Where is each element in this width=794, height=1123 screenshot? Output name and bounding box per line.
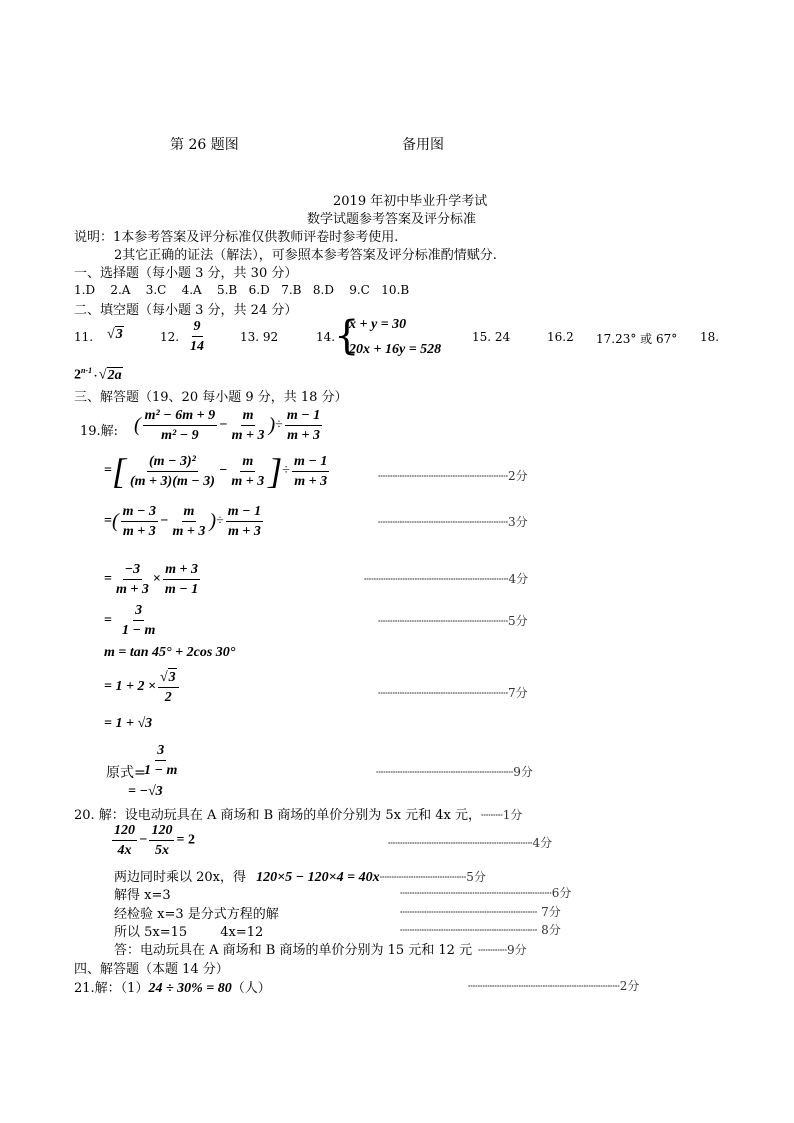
q19-l4-den2: m − 1	[164, 582, 199, 597]
q19-line-5: = $\frac{3}{1 - m}$	[104, 603, 156, 638]
q20-score-5: ┄┄┄┄┄┄┄┄┄┄┄┄5分	[379, 870, 486, 884]
q19-score-3: ┄┄┄┄┄┄┄┄┄┄┄┄┄┄┄┄┄┄3分	[378, 515, 528, 529]
q20-line-6: 所以 5x=15 4x=12	[114, 925, 264, 940]
q20-score-7-text: 7分	[541, 905, 561, 919]
q19-score-5: ┄┄┄┄┄┄┄┄┄┄┄┄┄┄┄┄┄┄5分	[378, 614, 528, 628]
q19-l5-num: 3	[133, 602, 144, 621]
q19-score-9-text: 9分	[513, 765, 533, 779]
q20-eq-num2: 120	[149, 822, 174, 841]
q21-label: 21.解：（1）	[74, 981, 149, 996]
q19-l2-den1: (m + 3)(m − 3)	[130, 473, 215, 489]
q20-score-6: ┄┄┄┄┄┄┄┄┄┄┄┄┄┄┄┄┄┄┄┄┄6分	[400, 886, 572, 900]
q20-score-5-text: 5分	[466, 870, 486, 884]
q20-line-7-text: 答：电动玩具在 A 商场和 B 商场的单价分别为 15 元和 12 元	[114, 943, 473, 958]
section-2-heading: 二、填空题（每小题 3 分，共 24 分）	[74, 303, 298, 318]
q17-answer: 17.23° 或 67°	[596, 332, 678, 346]
q21-score-2-text: 2分	[619, 979, 640, 993]
q20-score-6-text: 6分	[551, 886, 572, 900]
section-4-heading: 四、解答题（本题 14 分）	[74, 962, 229, 977]
q19-l1-den3: m + 3	[287, 428, 320, 443]
q19-l3-den1: m + 3	[122, 524, 156, 539]
q19-l1-num3: m − 1	[285, 407, 322, 426]
q19-score-5-text: 5分	[508, 614, 528, 628]
q19-l1-den1: m² − 9	[161, 428, 199, 443]
q19-l2-den3: m + 3	[294, 473, 328, 489]
q19-score-9: ┄┄┄┄┄┄┄┄┄┄┄┄┄┄┄┄┄┄┄9分	[376, 765, 533, 779]
q19-l7-num: √3	[158, 668, 179, 688]
q21-expression: 24 ÷ 30% = 80	[148, 981, 232, 996]
q19-l7-den: 2	[164, 690, 172, 705]
q19-score-7-text: 7分	[508, 686, 528, 700]
q19-line-1: ( $\frac{\text{m² − 6m + 9}}{\text{m² − 9}}$ − $\frac{m}{m + 3}$ )÷ $\frac{m - 1}{m + 3}$	[134, 408, 321, 443]
q19-l4-den1: m + 3	[115, 582, 149, 597]
q20-score-1: ┄┄┄1分	[481, 808, 523, 822]
q20-score-9: ┄┄┄┄9分	[478, 943, 527, 957]
q19-l3-num1: m − 3	[121, 503, 158, 522]
q12-label: 12.	[160, 330, 180, 344]
q18-answer: $2^{n-1} \cdot √2a$	[74, 366, 122, 383]
q20-score-4: ┄┄┄┄┄┄┄┄┄┄┄┄┄┄┄┄┄┄┄┄4分	[388, 836, 553, 850]
q18-radicand: 2a	[107, 367, 122, 383]
q18-base: 2	[74, 367, 81, 383]
q19-line-4: = $\frac{-3}{m + 3}$ × $\frac{m + 3}{m - 1}$	[104, 562, 199, 597]
figure-26-caption: 第 26 题图	[170, 137, 239, 153]
section-3-heading: 三、解答题（19、20 每小题 9 分，共 18 分）	[74, 390, 348, 405]
q19-l2-num1: (m − 3)²	[147, 453, 198, 472]
q19-l1-num1: m² − 6m + 9	[143, 407, 217, 426]
q20-eq-rhs: = 2	[176, 832, 195, 848]
q19-score-2: ┄┄┄┄┄┄┄┄┄┄┄┄┄┄┄┄┄┄2分	[378, 469, 528, 483]
note-1: 说明：1本参考答案及评分标准仅供教师评卷时参考使用.	[74, 230, 399, 245]
q13-answer: 13. 92	[240, 330, 279, 344]
q20-line-3	[114, 866, 486, 886]
q19-l9-num: 3	[155, 742, 166, 761]
q19-score-3-text: 3分	[508, 515, 528, 529]
q19-line-6: m = tan 45° + 2cos 30°	[104, 645, 236, 660]
q14-label: 14.	[316, 330, 336, 344]
q12-denominator: 14	[190, 339, 204, 354]
note-2: 2其它正确的证法（解法），可参照本参考答案及评分标准酌情赋分.	[114, 248, 497, 263]
q20-line-7	[114, 939, 527, 958]
q11-radicand: 3	[115, 327, 123, 342]
q19-l7-prefix: = 1 + 2 ×	[104, 679, 156, 694]
q19-l1-num2: m	[241, 407, 256, 426]
q19-l1-den2: m + 3	[231, 428, 265, 443]
q12-numerator: 9	[192, 318, 203, 337]
q19-l7-radicand: 3	[168, 670, 176, 685]
q19-line-3: =( $\frac{m - 3}{m + 3}$ − $\frac{m}{m + 3}$ )÷ $\frac{m - 1}{m + 3}$	[104, 504, 262, 539]
q18-dot: ·	[94, 369, 97, 382]
q20-score-4-text: 4分	[532, 836, 553, 850]
q14-brace: {	[334, 313, 360, 359]
q20-eq-den2: 5x	[154, 843, 169, 858]
q21-line-1	[74, 977, 271, 997]
q18-exponent: n-1	[81, 366, 93, 375]
q18-label: 18.	[700, 330, 720, 344]
q19-line-9	[140, 742, 181, 779]
q19-l5-den: 1 − m	[121, 623, 156, 638]
q20-equation: $\frac{120}{4x}$ − $\frac{120}{5x}$ = 2	[114, 823, 195, 858]
q19-l9-label: 原式=	[106, 765, 146, 781]
q20-line-3-text: 两边同时乘以 20x，得	[114, 870, 247, 885]
q21-score-2: ┄┄┄┄┄┄┄┄┄┄┄┄┄┄┄┄┄┄┄┄┄2分	[468, 979, 640, 993]
q12-answer	[186, 318, 208, 355]
q20-line-5: 经检验 x=3 是分式方程的解	[114, 907, 279, 922]
q19-l9-den: 1 − m	[144, 763, 178, 778]
q14-equation-2: 20x + 16y = 528	[349, 342, 442, 357]
q19-l3-den3: m + 3	[228, 524, 261, 539]
q20-line-3-equation: 120×5 − 120×4 = 40x	[256, 870, 380, 885]
exam-title: 2019 年初中毕业升学考试	[333, 194, 488, 209]
q19-label: 19.解:	[80, 424, 119, 439]
q11-answer: √3	[107, 327, 123, 342]
q19-l2-num3: m − 1	[292, 453, 329, 472]
q20-line-1	[74, 804, 522, 823]
q19-line-8: = 1 + √3	[104, 716, 153, 731]
q11-label: 11.	[74, 330, 94, 344]
q20-score-8-text: 8分	[541, 923, 561, 937]
q19-l3-den2: m + 3	[172, 524, 206, 539]
q20-score-8: ┄┄┄┄┄┄┄┄┄┄┄┄┄┄┄┄┄┄┄ 8分	[400, 923, 561, 937]
q16-answer: 16.2	[547, 330, 574, 344]
q19-line-2: =[ $\frac{\text{(m − 3)²}}{(m + 3)(m - 3)}$ − $\frac{m}{m + 3}$ ]÷ $\frac{m - 1}{m + 3}$	[104, 451, 328, 491]
q14-equation-1: x + y = 30	[349, 317, 407, 332]
backup-figure-caption: 备用图	[402, 137, 444, 153]
q19-score-2-text: 2分	[508, 469, 528, 483]
q19-score-7: ┄┄┄┄┄┄┄┄┄┄┄┄┄┄┄┄┄┄7分	[378, 686, 528, 700]
q19-line-10: = −√3	[128, 784, 163, 799]
q20-score-7: ┄┄┄┄┄┄┄┄┄┄┄┄┄┄┄┄┄┄┄ 7分	[400, 905, 561, 919]
q20-eq-num1: 120	[112, 822, 137, 841]
q19-l3-num3: m − 1	[226, 503, 263, 522]
q20-line-4: 解得 x=3	[114, 888, 171, 903]
q20-line-1-text: 20. 解：设电动玩具在 A 商场和 B 商场的单价分别为 5x 元和 4x 元，	[74, 808, 482, 823]
q19-l2-den2: m + 3	[231, 473, 265, 489]
q19-l3-num2: m	[182, 503, 197, 522]
q20-eq-den1: 4x	[117, 843, 132, 858]
q19-score-4-text: 4分	[508, 572, 529, 586]
q19-l4-num1: −3	[123, 561, 142, 580]
q19-line-7	[104, 668, 181, 706]
q20-score-9-text: 9分	[507, 943, 527, 957]
section-1-heading: 一、选择题（每小题 3 分，共 30 分）	[74, 266, 298, 281]
section-1-answers: 1.D 2.A 3.C 4.A 5.B 6.D 7.B 8.D 9.C 10.B	[74, 283, 410, 297]
q19-l4-num2: m + 3	[163, 561, 200, 580]
q19-score-4: ┄┄┄┄┄┄┄┄┄┄┄┄┄┄┄┄┄┄┄┄4分	[364, 572, 529, 586]
q20-score-1-text: 1分	[502, 808, 523, 822]
q21-unit: （人）	[231, 981, 271, 996]
q19-l2-num2: m	[240, 453, 255, 472]
q15-answer: 15. 24	[472, 330, 511, 344]
exam-subtitle: 数学试题参考答案及评分标准	[307, 212, 477, 227]
